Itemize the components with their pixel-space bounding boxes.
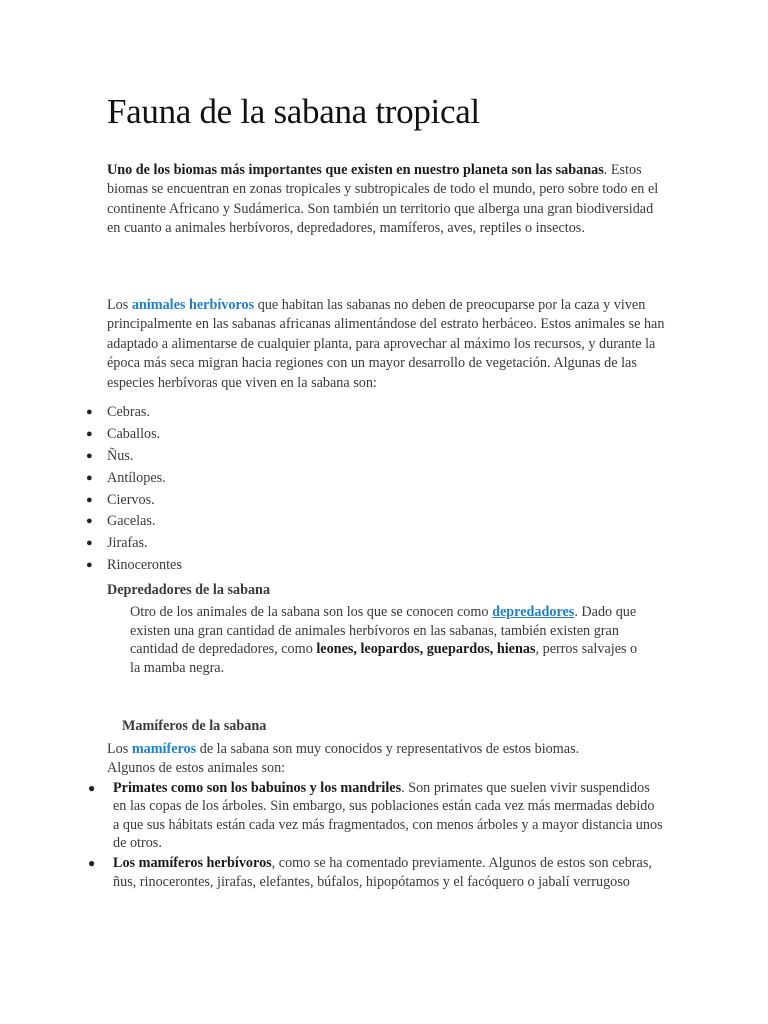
herbivores-list [84, 402, 182, 577]
list-item-label: Ñus. [107, 447, 134, 464]
list-item-label: Ciervos. [107, 491, 155, 508]
intro-text: Estos biomas se encuentran en zonas tropicales y subtropicales de todo el mundo, pero sobre todo en el continente Africano y Sudámerica. Son también un territorio que alberga una gran biodiversidad en cuanto a animales herbívoros, depredadores, mamíferos, aves, reptiles o insectos. [107, 162, 659, 237]
list-item-label: Caballos. [107, 425, 161, 442]
predators-link[interactable]: depredadores [492, 604, 575, 620]
predators-bold: leones, leopardos, guepardos, hienas [316, 641, 536, 658]
list-item [84, 446, 182, 468]
bullet-icon: ● [86, 559, 93, 572]
bullet-icon: ● [86, 515, 93, 528]
mammal-item-bold: Primates como son los babuinos y los mandriles [113, 780, 402, 796]
list-item [84, 779, 664, 853]
list-item-label: Antílopes. [107, 469, 166, 486]
list-item-label: Gacelas. [107, 513, 156, 530]
mammal-item-text: . Son primates que suelen vivir suspendidos en las copas de los árboles. Sin embargo, sus poblaciones están cada vez más mermadas debido a que sus hábitats están cada vez más fragmentados, con menos árboles y a mayor distancia unos de otros. [113, 780, 663, 852]
bullet-icon: ● [88, 856, 96, 871]
list-item-label: Jirafas. [107, 535, 148, 552]
intro-paragraph [107, 161, 667, 239]
bullet-icon: ● [86, 493, 93, 506]
mammals-heading: Mamíferos de la sabana [122, 718, 267, 734]
mammals-link[interactable]: mamíferos [131, 741, 197, 757]
mammals-text: de la sabana son muy conocidos y representativos de estos biomas. Algunos de estos animales son: [107, 741, 580, 776]
predators-prefix: Otro de los animales de la sabana son los que se conocen como [130, 604, 493, 620]
bullet-icon: ● [86, 427, 93, 440]
bullet-icon: ● [86, 449, 93, 462]
intro-lead: Uno de los biomas más importantes que existen en nuestro planeta son las sabanas [107, 162, 604, 178]
predators-paragraph [130, 603, 650, 677]
list-item [84, 424, 182, 446]
page-title: Fauna de la sabana tropical [107, 92, 480, 131]
bullet-icon: ● [86, 537, 93, 550]
bullet-icon: ● [86, 406, 93, 418]
herbivores-text: que habitan las sabanas no deben de preocuparse por la caza y viven principalmente en las sabanas africanas alimentándose del estrato herbáceo. Estos animales se han adaptado a alimentarse de cualquier planta, para aprovechar al máximo los recursos, y durante la época más seca migran hacia regiones con un mayor desarrollo de vegetación. Algunas de las especies herbívoras que viven en la sabana son: [107, 297, 665, 391]
list-item [84, 402, 182, 424]
herbivores-link[interactable]: animales herbívoros [131, 297, 255, 313]
predators-suffix: , perros salvajes o la mamba negra. [130, 641, 638, 676]
mammals-prefix: Los [107, 741, 132, 757]
list-item [84, 854, 664, 891]
list-item [84, 555, 182, 577]
mammals-paragraph [107, 740, 627, 777]
bullet-icon: ● [88, 781, 96, 795]
predators-heading: Depredadores de la sabana [107, 582, 271, 598]
list-item [84, 511, 182, 533]
list-item-label: Rinocerontes [107, 557, 182, 574]
list-item [84, 490, 182, 512]
list-item-label: Cebras. [107, 404, 150, 420]
list-item [84, 468, 182, 490]
herbivores-paragraph [107, 296, 667, 393]
herbivores-prefix: Los [107, 297, 132, 313]
mammal-item-text: , como se ha comentado previamente. Algunos de estos son cebras, ñus, rinocerontes, jirafas, elefantes, búfalos, hipopótamos y el facóquero o jabalí verrugoso [113, 855, 652, 890]
intro-lead-end: . [603, 162, 608, 178]
bullet-icon: ● [86, 471, 93, 484]
predators-middle: . Dado que existen una gran cantidad de animales herbívoros en las sabanas, también existen gran cantidad de depredadores, como [130, 604, 637, 658]
list-item [84, 533, 182, 555]
mammals-list [84, 779, 664, 892]
mammal-item-bold: Los mamíferos herbívoros [113, 855, 272, 872]
